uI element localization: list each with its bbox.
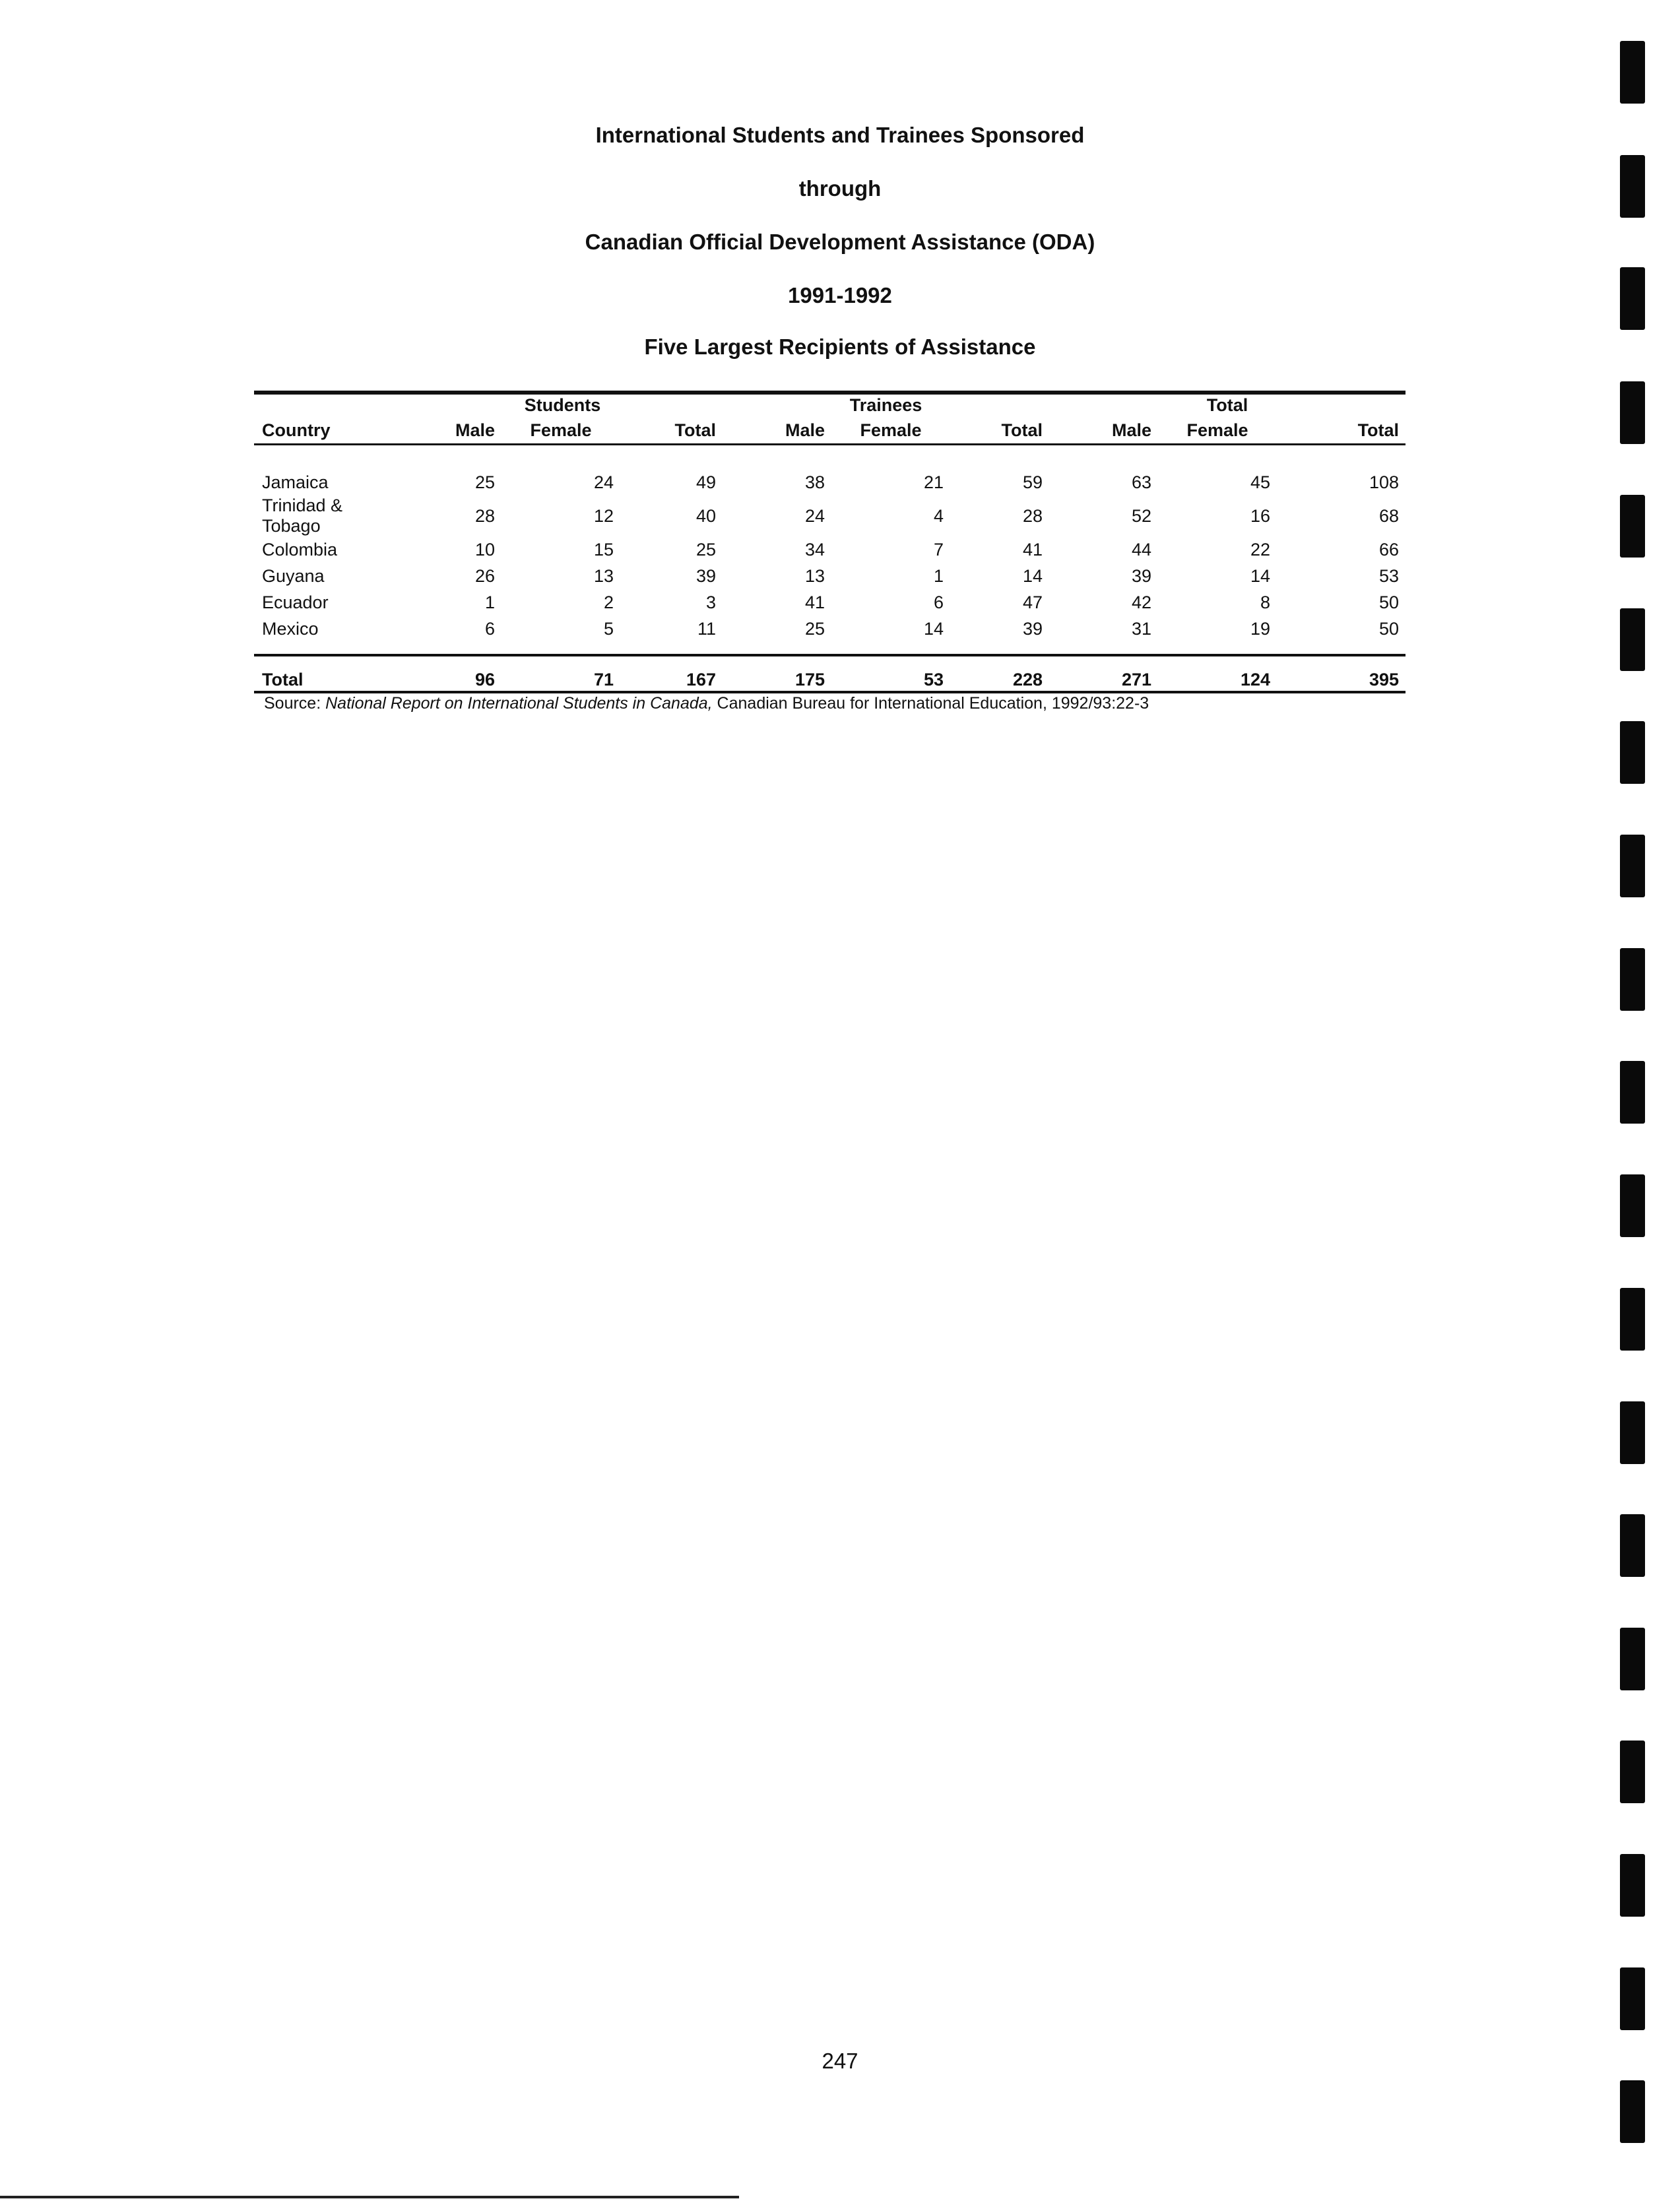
table-cell: 34 — [804, 539, 825, 559]
table-cell: 24 — [804, 505, 825, 526]
table-cell: Colombia — [262, 539, 338, 559]
binding-hole — [1620, 835, 1645, 897]
table-cell: 6 — [933, 592, 944, 612]
column-header: Female — [860, 420, 922, 440]
binding-hole — [1620, 1061, 1645, 1124]
source-rest: Canadian Bureau for International Education, 1992/93:22-3 — [712, 694, 1149, 713]
table-row — [254, 495, 1405, 536]
table-cell: 1 — [484, 592, 495, 612]
table-cell: 50 — [1379, 592, 1400, 612]
table-cell: 14 — [923, 618, 944, 639]
table-cell: 3 — [705, 592, 717, 612]
table-cell: 124 — [1240, 669, 1271, 689]
table-cell: 28 — [1023, 505, 1043, 526]
column-header: Total — [1357, 420, 1400, 440]
column-header: Male — [455, 420, 495, 440]
column-header-row — [254, 416, 1405, 443]
table-cell: 53 — [1379, 565, 1400, 586]
binding-hole — [1620, 155, 1645, 218]
table-cell: 395 — [1369, 669, 1400, 689]
binding-hole — [1620, 41, 1645, 104]
table-cell: 28 — [474, 505, 495, 526]
table-cell: 2 — [603, 592, 614, 612]
table-cell: 39 — [1132, 565, 1152, 586]
binding-hole — [1620, 1967, 1645, 2030]
table-cell: 13 — [804, 565, 825, 586]
table-cell: 41 — [1023, 539, 1043, 559]
table-cell: 4 — [933, 505, 944, 526]
table-cell: 66 — [1379, 539, 1400, 559]
binding-hole — [1620, 1514, 1645, 1577]
total-row — [254, 668, 1405, 691]
title-line-3: Canadian Official Development Assistance (ODA) — [585, 230, 1095, 254]
table-cell: 45 — [1250, 472, 1271, 492]
title-line-2: through — [798, 176, 882, 201]
table-row — [254, 469, 1405, 495]
table-cell: 6 — [484, 618, 495, 639]
table-cell: 14 — [1250, 565, 1271, 586]
table-cell: 59 — [1023, 472, 1043, 492]
table-cell: 19 — [1250, 618, 1271, 639]
page-number: 247 — [822, 2049, 858, 2073]
binding-hole — [1620, 721, 1645, 784]
binding-hole — [1620, 1628, 1645, 1690]
table-cell: 47 — [1023, 592, 1043, 612]
table-cell: 13 — [593, 565, 614, 586]
table-row — [254, 563, 1405, 589]
table-cell: 39 — [695, 565, 717, 586]
column-header: Total — [1001, 420, 1043, 440]
binding-hole — [1620, 948, 1645, 1011]
table-subtitle: Five Largest Recipients of Assistance — [644, 335, 1036, 359]
table-cell: 25 — [695, 539, 717, 559]
table-cell: 41 — [804, 592, 825, 612]
binding-hole — [1620, 1288, 1645, 1351]
table-cell: Total — [262, 669, 304, 689]
table-cell: 15 — [593, 539, 614, 559]
table-cell: 53 — [923, 669, 944, 689]
title-line-4: 1991-1992 — [788, 283, 892, 307]
table-bottom-rule — [254, 691, 1405, 693]
document-title — [0, 122, 1680, 387]
table-row — [254, 536, 1405, 563]
table-cell: 11 — [697, 618, 717, 639]
students-group-header: Students — [524, 395, 601, 415]
table-cell: 26 — [474, 565, 495, 586]
table-cell: 25 — [804, 618, 825, 639]
binding-hole — [1620, 1854, 1645, 1917]
title-line-1: International Students and Trainees Sponsored — [595, 123, 1085, 147]
column-header: Female — [530, 420, 592, 440]
table-row — [254, 589, 1405, 616]
table-cell: 228 — [1012, 669, 1043, 689]
table-row — [254, 616, 1405, 642]
table-cell: Ecuador — [262, 592, 329, 612]
source-title: National Report on International Students in Canada, — [325, 694, 713, 713]
table-cell: 271 — [1121, 669, 1152, 689]
trainees-group-header: Trainees — [849, 395, 922, 415]
table-cell: 40 — [695, 505, 717, 526]
binding-hole — [1620, 267, 1645, 330]
binding-hole — [1620, 1741, 1645, 1803]
table-cell: 10 — [474, 539, 495, 559]
table-cell: 14 — [1023, 565, 1043, 586]
column-header: Total — [674, 420, 717, 440]
source-note — [264, 694, 1149, 713]
binding-hole — [1620, 495, 1645, 558]
table-cell: 68 — [1379, 505, 1400, 526]
table-cell: 63 — [1132, 472, 1152, 492]
table-cell: 22 — [1250, 539, 1271, 559]
table-cell: 21 — [923, 472, 944, 492]
table-cell: 7 — [933, 539, 944, 559]
table-cell: 39 — [1023, 618, 1043, 639]
table-cell: 8 — [1260, 592, 1271, 612]
table-cell: 12 — [593, 505, 614, 526]
table-cell: 25 — [474, 472, 495, 492]
total-top-rule — [254, 654, 1405, 656]
binding-hole — [1620, 1401, 1645, 1464]
table-cell: 24 — [593, 472, 614, 492]
table-cell: 96 — [474, 669, 495, 689]
column-header: Male — [1112, 420, 1152, 440]
total-group-header: Total — [1206, 395, 1248, 415]
binding-hole — [1620, 1174, 1645, 1237]
table-cell: 31 — [1132, 618, 1152, 639]
column-header: Country — [262, 420, 331, 440]
table-cell: Jamaica — [262, 472, 329, 492]
binding-hole — [1620, 608, 1645, 671]
table-cell: 42 — [1132, 592, 1152, 612]
group-header-row — [254, 395, 1405, 416]
table-cell: 167 — [686, 669, 717, 689]
table-cell: Mexico — [262, 618, 319, 639]
binding-hole — [1620, 381, 1645, 444]
table-cell: 50 — [1379, 618, 1400, 639]
column-header: Male — [785, 420, 825, 440]
source-prefix: Source: — [264, 694, 326, 713]
table-cell: 38 — [804, 472, 825, 492]
table-cell: Guyana — [262, 565, 325, 586]
table-cell: 52 — [1132, 505, 1152, 526]
table-cell: 16 — [1250, 505, 1271, 526]
table-cell: 49 — [695, 472, 717, 492]
table-cell: Trinidad & Tobago — [262, 495, 343, 536]
table-cell: 5 — [603, 618, 614, 639]
binding-hole — [1620, 2080, 1645, 2143]
table-cell: 71 — [593, 669, 614, 689]
table-cell: 108 — [1369, 472, 1400, 492]
recipients-table — [254, 391, 1405, 693]
page-bottom-edge — [0, 2196, 739, 2198]
table-cell: 44 — [1132, 539, 1152, 559]
table-cell: 175 — [794, 669, 825, 689]
table-cell: 1 — [933, 565, 944, 586]
column-header: Female — [1186, 420, 1248, 440]
